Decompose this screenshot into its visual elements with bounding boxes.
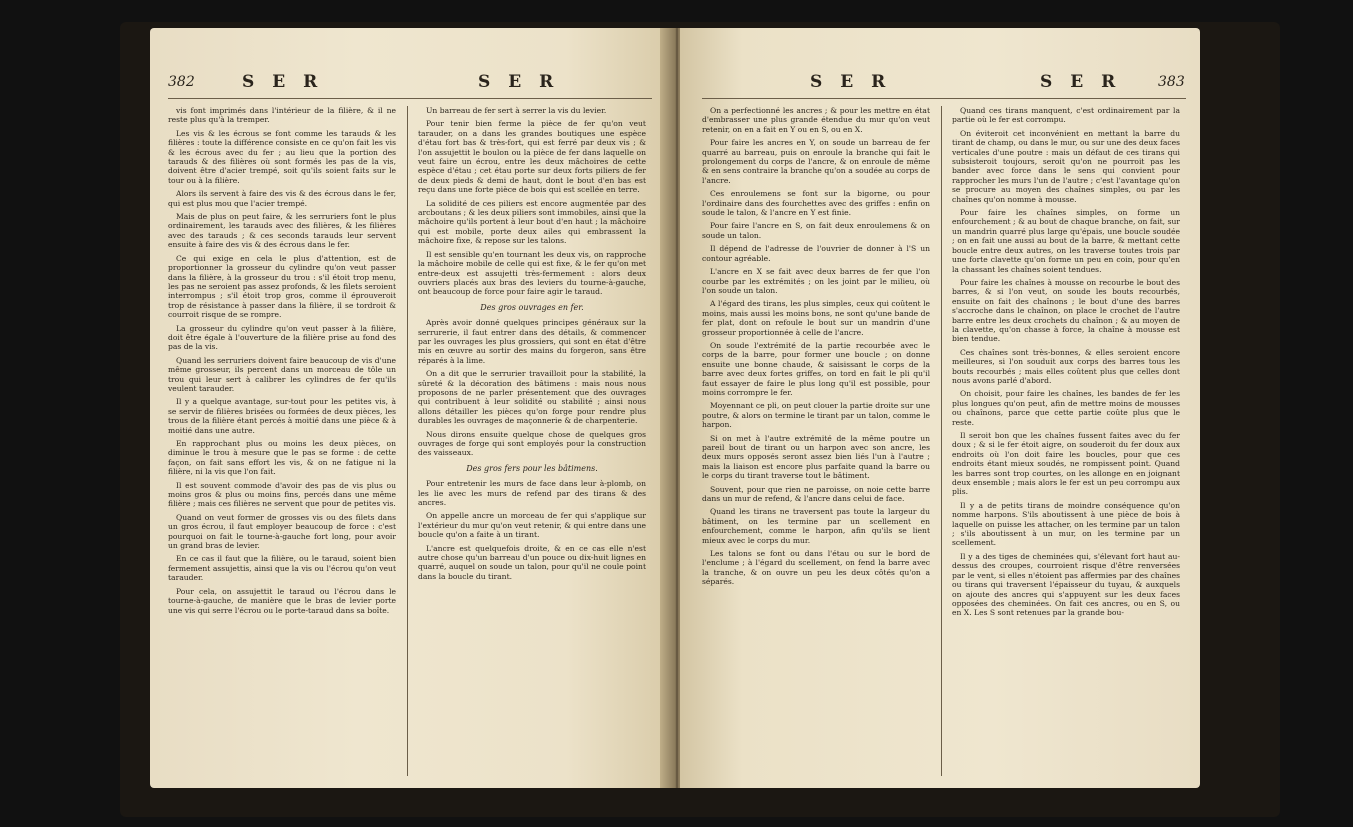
paragraph: Quand ces tirans manquent, c'est ordinairement par la partie où le fer est corrompu. [952,106,1180,125]
paragraph: Après avoir donné quelques principes généraux sur la serrurerie, il faut entrer dans des détails, & commencer par les ouvrages les plus grossiers, qui sont en état d'être mis en œuvre au sortir des mains du forgeron, sans être réparés à la lime. [418,318,646,365]
column-rule [941,106,942,776]
paragraph: Alors ils servent à faire des vis & des écrous dans le fer, qui est plus mou que l'acier trempé. [168,189,396,208]
paragraph: Ces enroulemens se font sur la bigorne, ou pour l'ordinaire dans des fourchettes avec des griffes : enfin on soude le talon, & l'ancre en Y est finie. [702,189,930,218]
paragraph: L'ancre en X se fait avec deux barres de fer que l'on courbe par les extrémités ; on les joint par le milieu, où l'on soude un talon. [702,267,930,295]
paragraph: Souvent, pour que rien ne paroisse, on noie cette barre dans un mur de refend, & l'ancre dans celui de face. [702,484,930,504]
running-header: S E R [1040,72,1122,92]
paragraph: Pour faire les chaînes à mousse on recourbe le bout des barres, & si l'on veut, on soude les bouts recourbés, ensuite on fait des chaînons ; le bout d'une des barres s'accroche dans le chaînon, on place le crochet de l'autre barre entre les deux crochets du chaînon ; & au moyen de la clavette, qu'on chasse à force, la chaîne à mousse est bien tendue. [952,277,1180,344]
paragraph: Quand on veut former de grosses vis ou des filets dans un gros écrou, il faut employer beaucoup de force : c'est pourquoi on fait le tourne-à-gauche fort long, pour avoir un grand bras de levier. [168,512,396,551]
paragraph: Il y a des tiges de cheminées qui, s'élevant fort haut au-dessus des croupes, courroient risque d'être renversées par le vent, si elles n'étoient pas affermies par des chaînes ou tirans qui traversent l'épaisseur du tuyau, & auxquels on ajoute des ancres qui s'appuyent sur les deux faces opposées des cheminées. On fait ces ancres, ou en S, ou en X. Les S sont retenues par la grande bou- [952,551,1180,618]
paragraph: En rapprochant plus ou moins les deux pièces, on diminue le trou à mesure que le pas se forme : de cette façon, on fait sans effort les vis, & on ne fatigue ni la filière, ni la vis que l'on fait. [168,439,396,477]
paragraph: Pour faire les chaînes simples, on forme un enfourchement ; & au bout de chaque branche, on fait, sur un mandrin quarré plus large qu'épais, une boucle soudée ; on en fait une aussi au bout de la barre, & mettant cette boucle entre deux autres, on les traverse toutes trois par une forte clavette qu'on forme un peu en coin, pour qu'en la chassant les chaînes soient tendues. [952,208,1180,274]
paragraph: A l'égard des tirans, les plus simples, ceux qui coûtent le moins, mais aussi les moins bons, ne sont qu'une bande de fer plat, dont on refoule le bout sur un mandrin d'une grosseur proportionnée à celle de l'ancre. [702,299,930,337]
paragraph: On éviteroit cet inconvénient en mettant la barre du tirant de champ, ou dans le mur, ou sur une des deux faces verticales d'une poutre : mais un défaut de ces tirans qui subsisteroit toujours, seroit qu'on ne pourroit pas les bander avec force dans le sens qui convient pour rapprocher les murs l'un de l'autre ; c'est l'avantage qu'on se procure au moyen des chaînes simples, ou par les chaînes qu'on nomme à mousse. [952,128,1180,204]
paragraph: On soude l'extrémité de la partie recourbée avec le corps de la barre, pour former une boucle ; on donne ensuite une bonne chaude, & saisissant le corps de la barre avec deux fortes griffes, on tord en fait le pli qu'il faut essayer de faire le plus long qu'il est possible, pour moins corrompre le fer. [702,340,930,397]
right-page [680,28,1200,788]
paragraph: Mais de plus on peut faire, & les serruriers font le plus ordinairement, les tarauds avec des filières, & les filières avec des tarauds ; & ces seconds tarauds leur servent ensuite à faire des vis & des écrous dans le fer. [168,212,396,250]
paragraph: Quand les tirans ne traversent pas toute la largeur du bâtiment, on les termine par un scellement en enfourchement, comme le harpon, afin qu'ils se lient mieux avec le corps du mur. [702,507,930,545]
paragraph: Ces chaînes sont très-bonnes, & elles seroient encore meilleures, si l'on souduit aux corps des barres tous les bouts recourbés ; mais elles coûtent plus que celles dont nous avons parlé d'abord. [952,347,1180,385]
paragraph: En ce cas il faut que la filière, ou le taraud, soient bien fermement assujettis, ainsi que la vis ou l'écrou qu'on veut tarauder. [168,554,396,583]
paragraph: Il est souvent commode d'avoir des pas de vis plus ou moins gros & plus ou moins fins, percés dans une même filière ; mais ces filières ne servent que pour de petites vis. [168,480,396,509]
paragraph: Pour cela, on assujettit le taraud ou l'écrou dans le tourne-à-gauche, de manière que le bras de levier porte une vis qui serre l'écrou ou le porte-taraud dans sa boîte. [168,586,396,615]
text-column [952,106,1180,786]
text-column [418,106,646,786]
paragraph: La grosseur du cylindre qu'on veut passer à la filière, doit être égale à l'ouverture de la filière prise au fond des pas de la vis. [168,323,396,352]
paragraph: Quand les serruriers doivent faire beaucoup de vis d'une même grosseur, ils percent dans un morceau de tôle un trou qui leur sert à calibrer les cylindres de fer qu'ils veulent tarauder. [168,355,396,393]
paragraph: Il seroit bon que les chaînes fussent faites avec du fer doux ; & si le fer étoit aigre, on souderoit du fer doux aux endroits où l'on doit faire les boucles, pour que ces endroits étant mieux soudés, ne rompissent point. Quand les barres sont trop courtes, on les allonge en en joignant deux ensemble ; mais alors le fer est un peu corrompu aux plis. [952,431,1180,497]
paragraph: vis font imprimés dans l'intérieur de la filière, & il ne reste plus qu'à la tremper. [168,106,396,125]
paragraph: On a dit que le serrurier travailloit pour la stabilité, la sûreté & la décoration des bâtimens : mais nous nous proposons de ne parler présentement que des ouvrages qui contribuent à leur solidité ou stabilité ; ainsi nous allons détailler les pièces qu'on forge pour rendre plus durables les ouvrages de maçonnerie & de charpenterie. [418,369,646,426]
paragraph: Ce qui exige en cela le plus d'attention, est de proportionner la grosseur du cylindre qu'on veut passer dans la filière, à la grosseur du trou : s'il étoit trop menu, les pas ne seroient pas assez profonds, & les filets seroient interrompus ; s'il étoit trop gros, comme il éprouveroit trop de résistance à passer dans la filière, il se tordroit & courroit risque de se rompre. [168,253,396,320]
paragraph: Moyennant ce pli, on peut clouer la partie droite sur une poutre, & alors on termine le tirant par un talon, comme le harpon. [702,401,930,430]
paragraph: Un barreau de fer sert à serrer la vis du levier. [426,106,607,115]
paragraph: Il y a quelque avantage, sur-tout pour les petites vis, à se servir de filières brisées ou formées de deux pièces, les trous de la filière étant percés à moitié dans une pièce & à moitié dans une autre. [168,397,396,435]
running-header: S E R [478,72,560,92]
column-rule [407,106,408,776]
running-header: S E R [242,72,324,92]
page-number: 383 [1158,74,1185,90]
paragraph: Nous dirons ensuite quelque chose de quelques gros ouvrages de forge qui sont employés pour la construction des vaisseaux. [418,429,646,458]
paragraph: Il dépend de l'adresse de l'ouvrier de donner à l'S un contour agréable. [702,244,930,263]
paragraph: L'ancre est quelquefois droite, & en ce cas elle n'est autre chose qu'un barreau d'un pouce ou dix-huit lignes en quarré, auquel on soude un talon, pour qu'il ne coule point dans la boucle du tirant. [418,543,646,581]
running-header: S E R [810,72,892,92]
paragraph: Pour entretenir les murs de face dans leur à-plomb, on les lie avec les murs de refend par des tirans & des ancres. [418,479,646,508]
paragraph: Si on met à l'autre extrémité de la même poutre un pareil bout de tirant ou un harpon avec son ancre, les deux murs opposés seront assez bien liés l'un à l'autre ; mais la liaison est encore plus parfaite quand la barre ou le corps du tirant traverse tout le bâtiment. [702,433,930,481]
paragraph: On choisit, pour faire les chaînes, les bandes de fer les plus longues qu'on peut, afin de mettre moins de mousses ou chaînons, parce que cette partie coûte plus que le reste. [952,389,1180,427]
paragraph: On a perfectionné les ancres ; & pour les mettre en état d'embrasser une plus grande étendue du mur qu'on veut retenir, on en a fait en Y ou en S, ou en X. [702,106,930,134]
text-column [702,106,930,786]
paragraph: Pour faire les ancres en Y, on soude un barreau de fer quarré au barreau, puis on enroule la branche qui fait le prolongement du corps de l'ancre, & on enroule de même & en sens contraire la branche qu'on a soudée au corps de l'ancre. [702,138,930,185]
paragraph: Les vis & les écrous se font comme les tarauds & les filières : toute la différence consiste en ce qu'on fait les vis & les écrous avec du fer ; au lieu que la portion des tarauds & des filières où sont formés les pas de la vis, doivent être d'acier trempé, soit qu'ils soient faits sur le tour ou à la filière. [168,128,396,185]
paragraph: Pour tenir bien ferme la pièce de fer qu'on veut tarauder, on a dans les grandes boutiques une espèce d'étau fort bas & très-fort, qui est ferré par deux vis ; & l'on assujettit le boulon ou la pièce de fer dans laquelle on veut faire un écrou, entre les deux mâchoires de cette espèce d'étau ; cet étau porte sur deux forts piliers de fer de deux pieds & demi de haut, dont le bout d'en bas est reçu dans une forte pièce de bois qui est scellée en terre. [418,119,646,195]
paragraph: Il est sensible qu'en tournant les deux vis, on rapproche la mâchoire mobile de celle qui est fixe, & le fer qu'on met entre-deux est assujetti très-fermement : alors deux ouvriers placés aux bras des leviers du tourne-à-gauche, ont beaucoup de force pour faire agir le taraud. [418,249,646,297]
paragraph: Il y a de petits tirans de moindre conséquence qu'on nomme harpons. S'ils aboutissent à une pièce de bois à laquelle on puisse les attacher, on les termine par un talon ; s'ils aboutissent à un mur, on les termine par un scellement. [952,500,1180,548]
page-number: 382 [168,74,195,90]
header-rule [168,98,652,99]
text-column [168,106,396,786]
section-heading: Des gros fers pour les bâtimens. [466,463,598,473]
paragraph: On appelle ancre un morceau de fer qui s'applique sur l'extérieur du mur qu'on veut retenir, & qui entre dans une boucle qu'on a faite à un tirant. [418,511,646,540]
paragraph: Pour faire l'ancre en S, on fait deux enroulemens & on soude un talon. [702,221,930,240]
paragraph: Les talons se font ou dans l'étau ou sur le bord de l'enclume ; à l'égard du scellement, on fend la barre avec la tranche, & on ouvre un peu les deux côtés qu'on a séparés. [702,549,930,587]
section-heading: Des gros ouvrages en fer. [480,302,584,312]
left-page [150,28,670,788]
paragraph: La solidité de ces piliers est encore augmentée par des arcboutans ; & les deux piliers sont immobiles, ainsi que la mâchoire qu'ils portent à leur bout d'en haut ; la mâchoire qui est mobile, porte deux ailes qui embrassent la mâchoire fixe, & repose sur les talons. [418,198,646,246]
header-rule [702,98,1186,99]
